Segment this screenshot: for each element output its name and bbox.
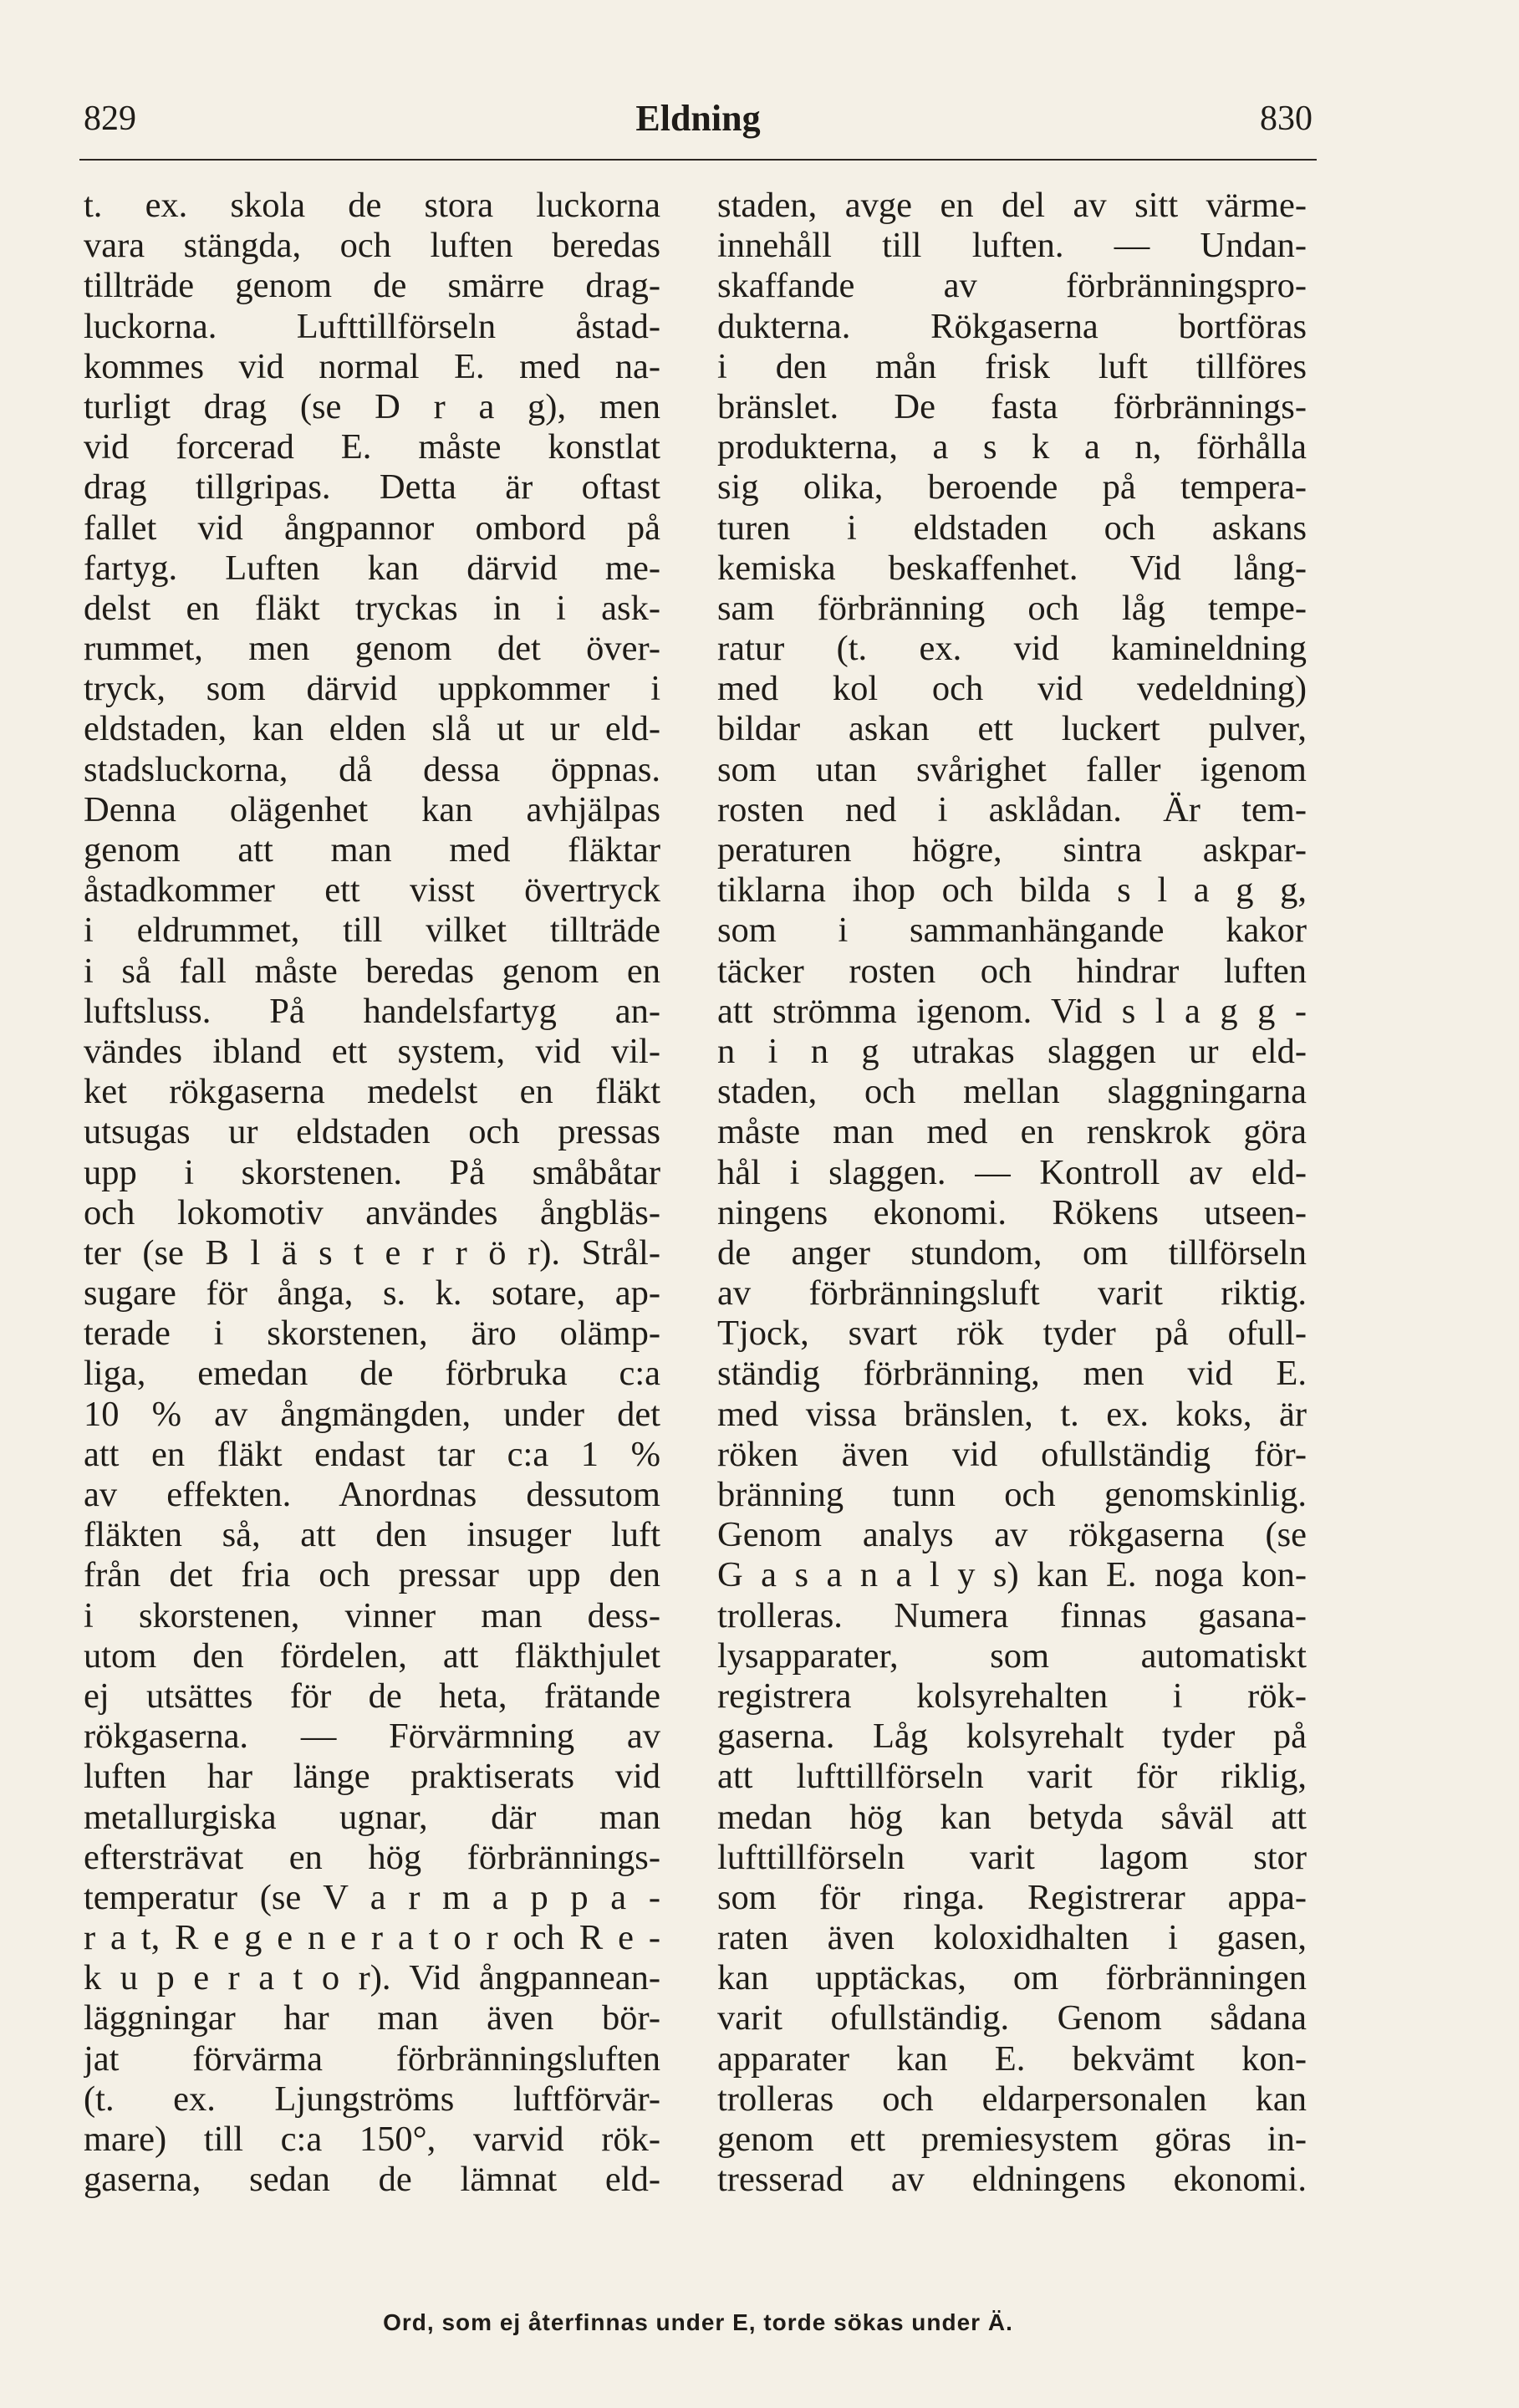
text-line: dukterna. Rökgaserna bortföras: [717, 306, 1307, 346]
text-line: lufttillförseln varit lagom stor: [717, 1837, 1307, 1877]
text-line: rosten ned i asklådan. Är tem-: [717, 789, 1307, 829]
text-line: Denna olägenhet kan avhjälpas: [84, 789, 660, 829]
text-line: trolleras. Numera finnas gasana-: [717, 1595, 1307, 1635]
text-line: delst en fläkt tryckas in i ask-: [84, 588, 660, 628]
text-line: bildar askan ett luckert pulver,: [717, 709, 1307, 749]
text-line: i eldrummet, till vilket tillträde: [84, 911, 660, 951]
text-line: av effekten. Anordnas dessutom: [84, 1475, 660, 1514]
text-line: k u p e r a t o r). Vid ångpannean-: [84, 1958, 660, 1998]
text-line: staden, avge en del av sitt värme-: [717, 186, 1307, 225]
text-line: att en fläkt endast tar c:a 1 %: [84, 1434, 660, 1474]
text-line: staden, och mellan slaggningarna: [717, 1072, 1307, 1112]
text-line: mare) till c:a 150°, varvid rök-: [84, 2120, 660, 2159]
text-line: åstadkommer ett visst övertryck: [84, 870, 660, 911]
text-line: (t. ex. Ljungströms luftförvär-: [84, 2079, 660, 2119]
text-line: liga, emedan de förbruka c:a: [84, 1354, 660, 1394]
text-line: upp i skorstenen. På småbåtar: [84, 1152, 660, 1192]
text-line: turen i eldstaden och askans: [717, 508, 1307, 548]
text-line: luckorna. Lufttillförseln åstad-: [84, 306, 660, 346]
text-line: fartyg. Luften kan därvid me-: [84, 548, 660, 588]
text-line: ej utsättes för de heta, frätande: [84, 1676, 660, 1716]
text-line: ständig förbränning, men vid E.: [717, 1354, 1307, 1394]
text-line: läggningar har man även bör-: [84, 1998, 660, 2038]
text-line: metallurgiska ugnar, där man: [84, 1797, 660, 1837]
text-line: lysapparater, som automatiskt: [717, 1635, 1307, 1676]
text-line: sugare för ånga, s. k. sotare, ap-: [84, 1273, 660, 1314]
text-line: genom ett premiesystem göras in-: [717, 2120, 1307, 2159]
left-text-column: [84, 186, 660, 2200]
text-line: rökgaserna. — Förvärmning av: [84, 1717, 660, 1757]
text-line: terade i skorstenen, äro olämp-: [84, 1314, 660, 1354]
page-number-left: 829: [84, 99, 136, 138]
text-line: kemiska beskaffenhet. Vid lång-: [717, 548, 1307, 588]
text-line: bränning tunn och genomskinlig.: [717, 1475, 1307, 1514]
text-line: måste man med en renskrok göra: [717, 1112, 1307, 1152]
text-line: vändes ibland ett system, vid vil-: [84, 1031, 660, 1071]
text-line: 10 % av ångmängden, under det: [84, 1394, 660, 1434]
text-line: som i sammanhängande kakor: [717, 911, 1307, 951]
text-line: trolleras och eldarpersonalen kan: [717, 2079, 1307, 2119]
text-line: av förbränningsluft varit riktig.: [717, 1273, 1307, 1314]
text-line: ratur (t. ex. vid kamineldning: [717, 629, 1307, 669]
right-text-column: [717, 186, 1307, 2200]
text-line: i skorstenen, vinner man dess-: [84, 1595, 660, 1635]
text-line: i den mån frisk luft tillföres: [717, 346, 1307, 386]
text-line: som utan svårighet faller igenom: [717, 749, 1307, 789]
text-line: raten även koloxidhalten i gasen,: [717, 1918, 1307, 1958]
text-line: som för ringa. Registrerar appa-: [717, 1877, 1307, 1917]
text-line: att strömma igenom. Vid s l a g g -: [717, 991, 1307, 1031]
text-line: n i n g utrakas slaggen ur eld-: [717, 1031, 1307, 1071]
text-line: bränslet. De fasta förbrännings-: [717, 386, 1307, 426]
text-line: tiklarna ihop och bilda s l a g g,: [717, 870, 1307, 911]
text-line: luftsluss. På handelsfartyg an-: [84, 991, 660, 1031]
text-line: utsugas ur eldstaden och pressas: [84, 1112, 660, 1152]
text-line: sam förbränning och låg tempe-: [717, 588, 1307, 628]
text-line: produkterna, a s k a n, förhålla: [717, 427, 1307, 467]
text-line: fallet vid ångpannor ombord på: [84, 508, 660, 548]
text-line: ningens ekonomi. Rökens utseen-: [717, 1192, 1307, 1232]
text-line: röken även vid ofullständig för-: [717, 1434, 1307, 1474]
text-line: med vissa bränslen, t. ex. koks, är: [717, 1394, 1307, 1434]
text-line: kan upptäckas, om förbränningen: [717, 1958, 1307, 1998]
text-line: r a t, R e g e n e r a t o r och R e -: [84, 1918, 660, 1958]
text-line: medan hög kan betyda såväl att: [717, 1797, 1307, 1837]
text-line: eftersträvat en hög förbrännings-: [84, 1837, 660, 1877]
text-line: kommes vid normal E. med na-: [84, 346, 660, 386]
text-line: med kol och vid vedeldning): [717, 669, 1307, 709]
text-line: innehåll till luften. — Undan-: [717, 226, 1307, 266]
page-header: [84, 94, 1313, 152]
text-line: stadsluckorna, då dessa öppnas.: [84, 749, 660, 789]
text-line: tillträde genom de smärre drag-: [84, 266, 660, 306]
footer-note: Ord, som ej återfinnas under E, torde sökas under Ä.: [383, 2309, 1013, 2335]
text-line: drag tillgripas. Detta är oftast: [84, 467, 660, 508]
text-line: jat förvärma förbränningsluften: [84, 2038, 660, 2079]
text-line: från det fria och pressar upp den: [84, 1555, 660, 1595]
text-line: luften har länge praktiserats vid: [84, 1757, 660, 1797]
text-line: vara stängda, och luften beredas: [84, 226, 660, 266]
text-line: rummet, men genom det över-: [84, 629, 660, 669]
text-line: turligt drag (se D r a g), men: [84, 386, 660, 426]
text-line: t. ex. skola de stora luckorna: [84, 186, 660, 225]
text-line: hål i slaggen. — Kontroll av eld-: [717, 1152, 1307, 1192]
text-line: de anger stundom, om tillförseln: [717, 1232, 1307, 1273]
text-line: gaserna, sedan de lämnat eld-: [84, 2160, 660, 2200]
text-line: G a s a n a l y s) kan E. noga kon-: [717, 1555, 1307, 1595]
text-line: Tjock, svart rök tyder på ofull-: [717, 1314, 1307, 1354]
header-rule: [79, 159, 1317, 161]
text-line: tryck, som därvid uppkommer i: [84, 669, 660, 709]
running-head-title: Eldning: [635, 98, 761, 139]
text-line: i så fall måste beredas genom en: [84, 951, 660, 991]
text-line: sig olika, beroende på tempera-: [717, 467, 1307, 508]
text-line: utom den fördelen, att fläkthjulet: [84, 1635, 660, 1676]
text-line: varit ofullständig. Genom sådana: [717, 1998, 1307, 2038]
text-line: ket rökgaserna medelst en fläkt: [84, 1072, 660, 1112]
text-line: eldstaden, kan elden slå ut ur eld-: [84, 709, 660, 749]
text-line: Genom analys av rökgaserna (se: [717, 1515, 1307, 1555]
text-line: temperatur (se V a r m a p p a -: [84, 1877, 660, 1917]
text-line: registrera kolsyrehalten i rök-: [717, 1676, 1307, 1716]
text-line: täcker rosten och hindrar luften: [717, 951, 1307, 991]
text-line: fläkten så, att den insuger luft: [84, 1515, 660, 1555]
text-line: genom att man med fläktar: [84, 830, 660, 870]
text-line: gaserna. Låg kolsyrehalt tyder på: [717, 1717, 1307, 1757]
text-line: vid forcerad E. måste konstlat: [84, 427, 660, 467]
text-line: apparater kan E. bekvämt kon-: [717, 2038, 1307, 2079]
text-line: skaffande av förbränningspro-: [717, 266, 1307, 306]
page-number-right: 830: [1260, 99, 1313, 138]
text-line: peraturen högre, sintra askpar-: [717, 830, 1307, 870]
text-line: och lokomotiv användes ångbläs-: [84, 1192, 660, 1232]
text-line: tresserad av eldningens ekonomi.: [717, 2160, 1307, 2200]
text-line: att lufttillförseln varit för riklig,: [717, 1757, 1307, 1797]
text-line: ter (se B l ä s t e r r ö r). Strål-: [84, 1232, 660, 1273]
